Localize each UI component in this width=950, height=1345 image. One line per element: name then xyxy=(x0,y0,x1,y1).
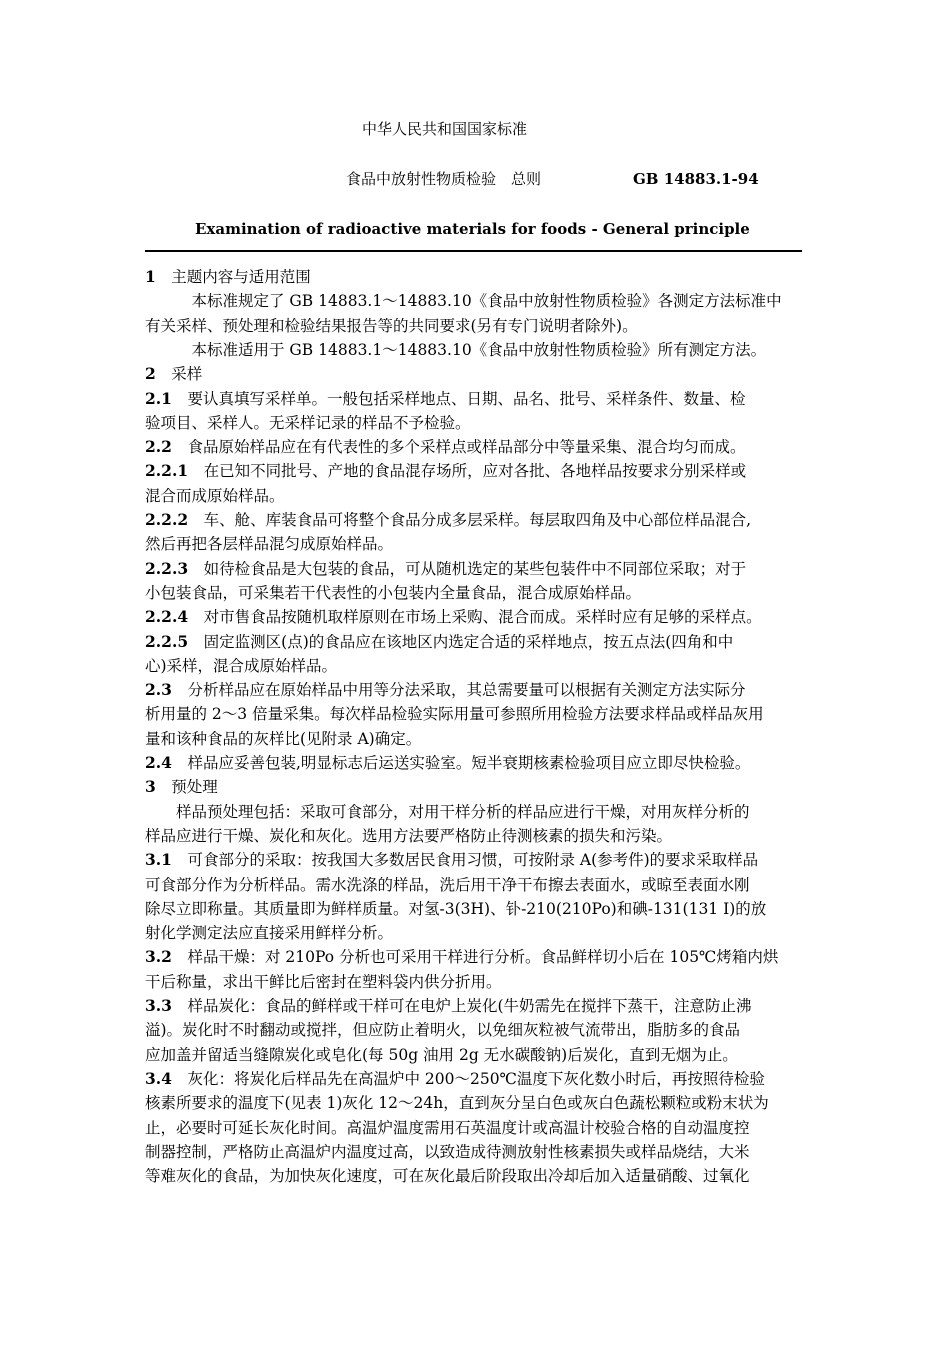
standard-number: GB 14883.1-94 xyxy=(633,170,759,188)
text-line xyxy=(145,533,393,555)
text-line xyxy=(145,315,638,337)
text-line xyxy=(145,922,393,944)
line-text: 采样 xyxy=(155,365,203,384)
line-text: 车、舱、库装食品可将整个食品分成多层采样。每层取四角及中心部位样品混合, xyxy=(188,511,752,529)
line-text: 混合而成原始样品。 xyxy=(145,486,285,505)
line-text: 对市售食品按随机取样原则在市场上采购、混合而成。采样时应有足够的采样点。 xyxy=(188,608,762,627)
standard-org: 中华人民共和国国家标准 xyxy=(362,120,528,138)
text-line xyxy=(145,946,778,968)
line-text: 主题内容与适用范围 xyxy=(155,268,311,286)
text-line xyxy=(145,679,745,701)
line-text: 止，必要时可延长灰化时间。高温炉温度需用石英温度计或高温计校验合格的自动温度控 xyxy=(145,1118,750,1137)
section-number: 2.1 xyxy=(145,388,172,408)
line-text: 如待检食品是大包装的食品，可从随机选定的某些包装件中不同部位采取；对于 xyxy=(188,559,747,578)
line-text: 等难灰化的食品，为加快灰化速度，可在灰化最后阶段取出冷却后加入适量硝酸、过氧化 xyxy=(145,1167,750,1186)
line-text: 样品应妥善包装,明显标志后运送实验室。短半衰期核素检验项目应立即尽快检验。 xyxy=(171,754,751,772)
line-text: 本标准适用于 GB 14883.1～14883.10《食品中放射性物质检验》所有测定方法。 xyxy=(145,340,767,359)
line-text: 本标准规定了 GB 14883.1～14883.10《食品中放射性物质检验》各测定方法标准中 xyxy=(145,292,782,311)
line-text: 射化学测定法应直接采用鲜样分析。 xyxy=(145,924,394,943)
line-text: 在已知不同批号、产地的食品混存场所，应对各批、各地样品按要求分别采样或 xyxy=(188,462,747,481)
line-text: 溢)。炭化时不时翻动或搅拌，但应防止着明火，以免细灰粒被气流带出，脂肪多的食品 xyxy=(145,1021,741,1040)
text-line xyxy=(145,752,750,774)
section-number: 2.2.1 xyxy=(145,461,189,481)
text-line xyxy=(145,898,766,920)
line-text: 除尽立即称量。其质量即为鲜样质量。对氢-3(3H)、钋-210(210Po)和碘-131(131 I)的放 xyxy=(145,899,767,918)
line-text: 然后再把各层样品混匀成原始样品。 xyxy=(145,535,394,554)
english-title: Examination of radioactive materials for foods - General principle xyxy=(195,220,750,238)
text-line xyxy=(145,509,751,531)
text-line xyxy=(145,1019,740,1041)
line-text: 制器控制，严格防止高温炉内温度过高，以致造成待测放射性核素损失或样品烧结，大米 xyxy=(145,1142,750,1161)
line-text: 食品原始样品应在有代表性的多个采样点或样品部分中等量采集、混合均匀而成。 xyxy=(171,438,746,457)
header-divider xyxy=(145,250,802,252)
section-number: 3.2 xyxy=(145,947,172,967)
line-text: 预处理 xyxy=(155,778,218,797)
text-line xyxy=(145,558,746,580)
text-line xyxy=(145,582,641,604)
section-number: 2 xyxy=(145,364,156,384)
line-text: 样品炭化：食品的鲜样或干样可在电炉上炭化(牛奶需先在搅拌下蒸干，注意防止沸 xyxy=(171,997,752,1015)
text-line xyxy=(145,1068,765,1090)
line-text: 分析样品应在原始样品中用等分法采取，其总需要量可以根据有关测定方法实际分 xyxy=(171,681,746,700)
line-text: 可食部分的采取：按我国大多数居民食用习惯，可按附录 A(参考件)的要求采取样品 xyxy=(171,851,759,870)
section-number: 3.1 xyxy=(145,850,172,870)
line-text: 验项目、采样人。无采样记录的样品不予检验。 xyxy=(145,413,471,432)
section-number: 3.4 xyxy=(145,1068,172,1088)
text-line xyxy=(145,971,502,993)
section-number: 1 xyxy=(145,267,156,286)
text-line xyxy=(145,412,471,434)
text-line xyxy=(145,849,758,871)
line-text: 样品应进行干燥、炭化和灰化。选用方法要严格防止待测核素的损失和污染。 xyxy=(145,826,673,845)
text-line xyxy=(145,1165,750,1187)
text-line xyxy=(145,339,766,361)
text-line xyxy=(145,1117,750,1139)
section-number: 2.2.3 xyxy=(145,558,189,578)
line-text: 有关采样、预处理和检验结果报告等的共同要求(另有专门说明者除外)。 xyxy=(145,316,638,335)
line-text: 样品干燥：对 210Po 分析也可采用干样进行分析。食品鲜样切小后在 105℃烤箱内烘 xyxy=(171,948,779,967)
line-text: 心)采样，混合成原始样品。 xyxy=(145,656,338,675)
text-line xyxy=(145,1044,738,1066)
text-line xyxy=(145,728,421,750)
section-number: 2.2.4 xyxy=(145,607,189,627)
text-line xyxy=(145,485,285,507)
text-line xyxy=(145,801,750,823)
text-line xyxy=(145,703,764,725)
text-line xyxy=(145,776,218,798)
text-line xyxy=(145,436,745,458)
line-text: 干后称量，求出干鲜比后密封在塑料袋内供分折用。 xyxy=(145,972,502,991)
line-text: 可食部分作为分析样品。需水洗涤的样品，洗后用干净干布擦去表面水，或晾至表面水刚 xyxy=(145,875,750,894)
text-line xyxy=(145,631,733,653)
line-text: 析用量的 2～3 倍量采集。每次样品检验实际用量可参照所用检验方法要求样品或样品灰用 xyxy=(145,705,764,724)
section-number: 3 xyxy=(145,777,156,797)
section-number: 2.2.5 xyxy=(145,631,189,651)
line-text: 应加盖并留适当缝隙炭化或皂化(每 50g 油用 2g 无水碳酸钠)后炭化，直到无烟为止。 xyxy=(145,1045,738,1064)
section-number: 2.3 xyxy=(145,680,172,700)
document-title: 食品中放射性物质检验 总则 xyxy=(346,170,542,188)
section-number: 3.3 xyxy=(145,996,172,1015)
text-line xyxy=(145,1141,750,1163)
text-line xyxy=(145,460,746,482)
line-text: 样品预处理包括：采取可食部分，对用干样分析的样品应进行干燥，对用灰样分析的 xyxy=(145,802,750,821)
text-line xyxy=(145,388,745,410)
line-text: 小包装食品，可采集若干代表性的小包装内全量食品，混合成原始样品。 xyxy=(145,583,642,602)
text-line xyxy=(145,825,672,847)
text-line xyxy=(145,363,202,385)
text-line xyxy=(145,266,311,288)
line-text: 核素所要求的温度下(见表 1)灰化 12～24h，直到灰分呈白色或灰白色蔬松颗粒或粉末状为 xyxy=(145,1094,769,1113)
text-line xyxy=(145,1092,769,1114)
section-number: 2.2.2 xyxy=(145,510,189,529)
line-text: 固定监测区(点)的食品应在该地区内选定合适的采样地点，按五点法(四角和中 xyxy=(188,632,734,651)
section-number: 2.4 xyxy=(145,753,172,772)
text-line xyxy=(145,606,762,628)
text-line xyxy=(145,655,337,677)
text-line xyxy=(145,995,752,1017)
text-line xyxy=(145,874,750,896)
section-number: 2.2 xyxy=(145,437,172,457)
line-text: 灰化：将炭化后样品先在高温炉中 200～250℃温度下灰化数小时后，再按照待检验 xyxy=(171,1069,765,1088)
line-text: 量和该种食品的灰样比(见附录 A)确定。 xyxy=(145,729,422,748)
text-line xyxy=(145,290,782,312)
line-text: 要认真填写采样单。一般包括采样地点、日期、品名、批号、采样条件、数量、检 xyxy=(171,389,746,408)
